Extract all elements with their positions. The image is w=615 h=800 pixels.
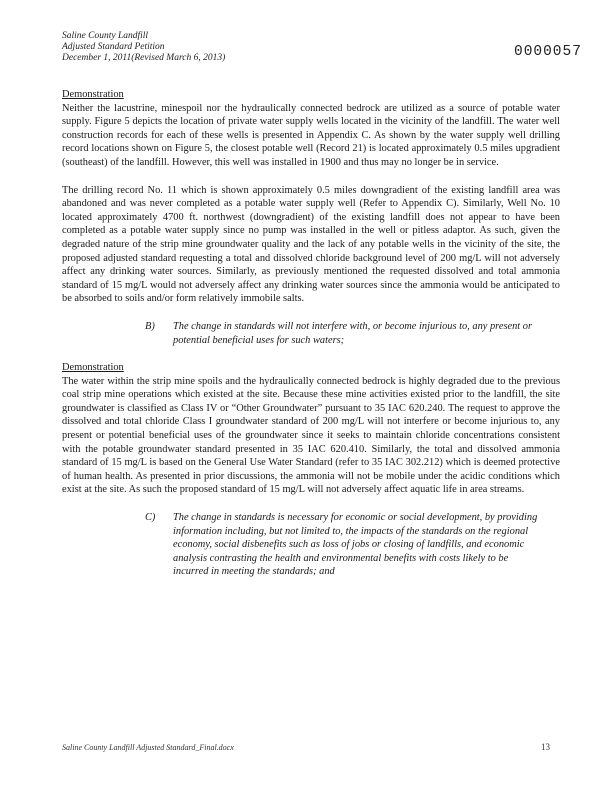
section-heading: Demonstration [62, 89, 124, 100]
running-header [62, 31, 225, 64]
criterion-c [62, 511, 560, 579]
paragraph: Neither the lacustrine, minespoil nor the hydraulically connected bedrock are utilized as a source of potable water supply. Figure 5 depicts the location of private water supply wells located in the vicinity of the landfill. The water well construction records for each of these wells is presented in Appendix C. As shown by the water supply well drilling record locations shown on Figure 5, the closest potable well (Record 21) is located approximately 0.5 miles upgradient (southeast) of the landfill. However, this well was installed in 1900 and thus may no longer be in service. [62, 102, 560, 168]
section-heading: Demonstration [62, 362, 124, 374]
criterion-label: C) [145, 512, 156, 524]
paragraph: The water within the strip mine spoils and the hydraulically connected bedrock is highly degraded due to the previous coal strip mine operations which existed at the site. Because these mine activities existed prior to the landfill, the site groundwater is classified as Class IV or “Other Groundwater” pursuant to 35 IAC 620.240. The request to approve the dissolved and total chloride Class I groundwater standard of 200 mg/L will not interfere or become injurious to, any present or potential beneficial uses of the groundwater since it seeks to maintain chloride concentrations consistent with the potable groundwater standard presented in 35 IAC 620.410. Similarly, the total and dissolved ammonia standard of 15 mg/L is based on the General Use Water Standard (refer to 35 IAC 302.212) which is deemed protective of human health. As presented in prior discussions, the ammonia will not be mobile under the acidic conditions which exist at the site. As such the proposed standard of 15 mg/L will not adversely affect aquatic life in area streams. [62, 375, 560, 496]
criterion-text: The change in standards is necessary for economic or social development, by providing information including, but not limited to, the impacts of the standards on the regional economy, social disbenefits such as loss of jobs or closing of landfills, and economic analysis contrasting the health and environmental benefits with costs likely to be incurred in meeting the standards; and [173, 512, 538, 578]
header-line-1: Saline County Landfill [62, 31, 149, 41]
header-line-3: December 1, 2011(Revised March 6, 2013) [62, 53, 226, 63]
criterion-text: The change in standards will not interfere with, or become injurious to, any present or potential beneficial uses for such waters; [173, 320, 533, 346]
header-line-2: Adjusted Standard Petition [62, 42, 165, 52]
criterion-label: B) [145, 320, 155, 332]
page-number: 13 [541, 742, 550, 752]
document-body [62, 88, 560, 579]
criterion-b [62, 320, 560, 347]
bates-stamp: 0000057 [514, 44, 582, 60]
footer-filename: Saline County Landfill Adjusted Standard_Final.docx [62, 743, 234, 752]
paragraph: The drilling record No. 11 which is shown approximately 0.5 miles downgradient of the existing landfill area was abandoned and was never completed as a potable water supply well (Refer to Appendix C). Similarly, Well No. 10 located approximately 4700 ft. northwest (downgradient) of the existing landfill does not appear to have been completed as a potable water supply since no pump was installed in the well or pitless adaptor. As such, given the degraded nature of the strip mine groundwater quality and the lack of any potable wells in the vicinity of the site, the proposed adjusted standard requesting a total and dissolved chloride background level of 200 mg/L will not adversely affect any drinking water sources. Similarly, as previously mentioned the requested dissolved and total ammonia standard of 15 mg/L would not adversely affect any drinking water sources since the ammonia would be anticipated to be absorbed to soils and/or form relatively immobile salts. [62, 184, 560, 305]
